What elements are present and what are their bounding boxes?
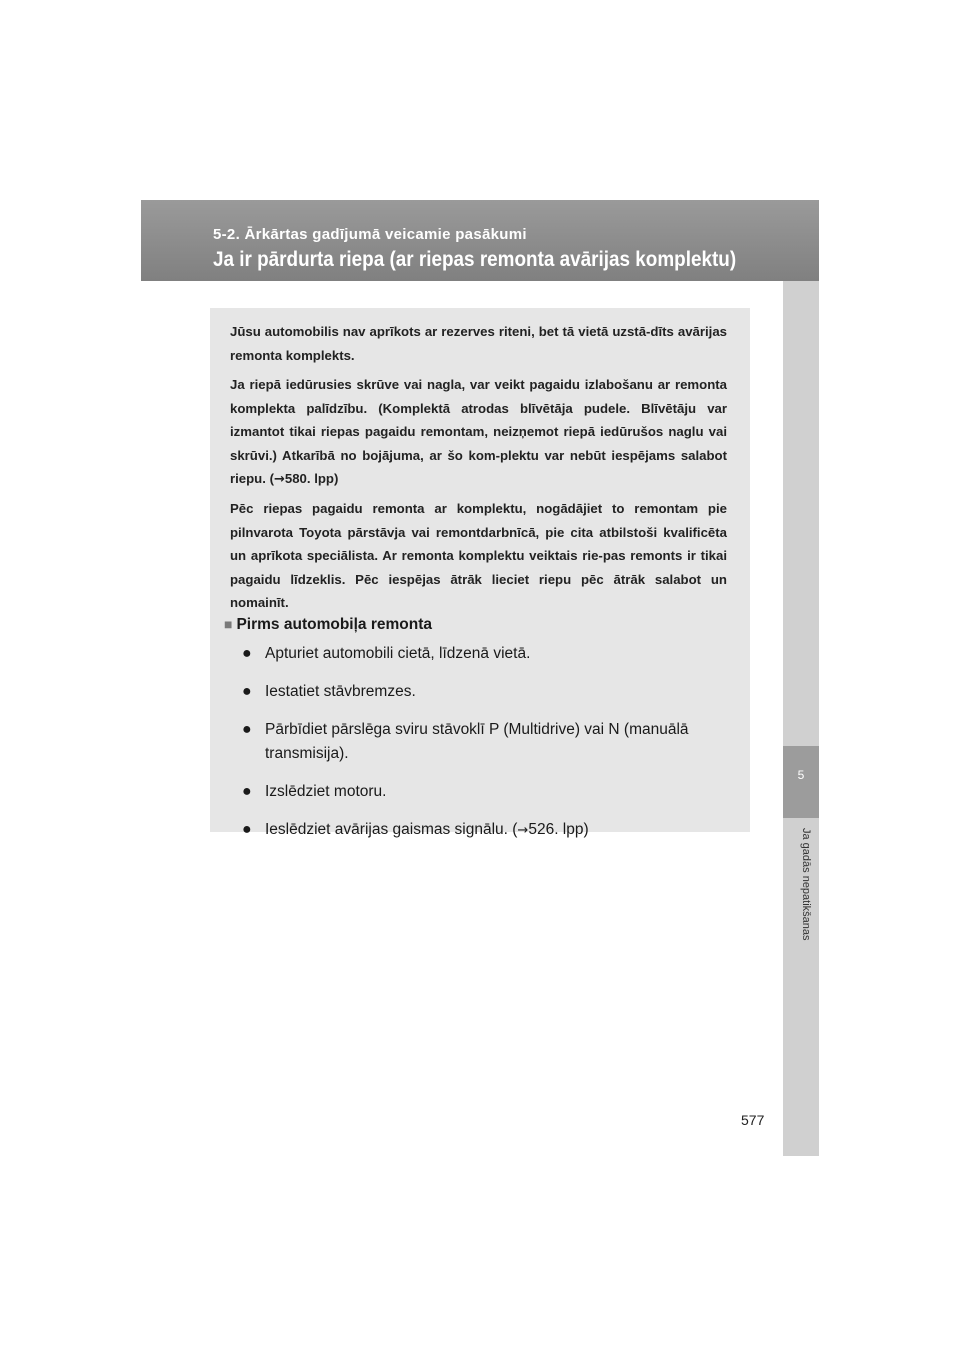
list-item <box>242 818 732 843</box>
bullet-icon: ● <box>242 721 252 738</box>
side-tab-strip <box>783 281 819 1156</box>
intro-paragraph: Pēc riepas pagaidu remonta ar komplektu, nogādājiet to remontam pie pilnvarota Toyota pārstāvja vai remontdarbnīcā, pie cita atbilstoši kvalificēta un aprīkota speciālista. Ar remonta komplektu veiktais rie-pas remonts ir tikai pagaidu līdzeklis. Pēc iespējas ātrāk lieciet riepu pēc ātrāk salabot un nomainīt. <box>230 501 727 610</box>
list-item <box>242 780 732 804</box>
list-item <box>242 718 732 766</box>
chapter-tab[interactable] <box>783 746 819 818</box>
bullet-icon: ● <box>242 821 252 838</box>
page-reference-link[interactable]: 526. lpp) <box>528 821 589 838</box>
subsection-title: Pirms automobiļa remonta <box>236 616 432 633</box>
list-item-text: Izslēdziet motoru. <box>265 783 387 800</box>
section-label: 5-2. Ārkārtas gadījumā veicamie pasākumi <box>213 226 527 243</box>
bullet-icon: ● <box>242 683 252 700</box>
bullet-icon: ● <box>242 645 252 662</box>
list-item-text: Pārbīdiet pārslēga sviru stāvoklī P (Multidrive) vai N (manuālā transmisija). <box>265 721 689 762</box>
header-band <box>141 200 819 281</box>
chapter-label: Ja gadās nepatikšanas <box>800 828 812 941</box>
page-number: 577 <box>741 1112 765 1128</box>
list-item <box>242 642 732 666</box>
subsection-heading <box>224 616 432 634</box>
chapter-number: 5 <box>797 768 805 782</box>
list-item-text: Apturiet automobili cietā, līdzenā vietā. <box>265 645 531 662</box>
paragraph-text: Ja riepā iedūrusies skrūve vai nagla, var veikt pagaidu izlabošanu ar remonta komplekta palīdzību. (Komplektā atrodas blīvētāja pudele. Blīvētāju var izmantot tikai riepas pagaidu remontam, neizņemot riepā iedūrušos naglu vai skrūvi.) Atkarībā no bojājuma, ar šo kom-plektu var nebūt iespējams salabot riepu. ( <box>230 377 727 486</box>
intro-paragraph <box>230 373 727 492</box>
intro-paragraph: Jūsu automobilis nav aprīkots ar rezerves riteni, bet tā vietā uzstā-dīts avārijas remonta komplekts. <box>230 324 727 363</box>
step-list <box>242 642 732 857</box>
reference-arrow-icon: → <box>517 823 529 838</box>
bullet-icon: ● <box>242 783 252 800</box>
info-box <box>210 308 750 838</box>
reference-arrow-icon: → <box>273 472 285 487</box>
list-item <box>242 680 732 704</box>
list-item-text: Ieslēdziet avārijas gaismas signālu. ( <box>265 821 518 838</box>
page-reference-link[interactable]: 580. lpp) <box>284 471 339 486</box>
page-title: Ja ir pārdurta riepa (ar riepas remonta avārijas komplektu) <box>213 248 737 271</box>
list-item-text: Iestatiet stāvbremzes. <box>265 683 416 700</box>
square-bullet-icon: ■ <box>224 616 233 632</box>
